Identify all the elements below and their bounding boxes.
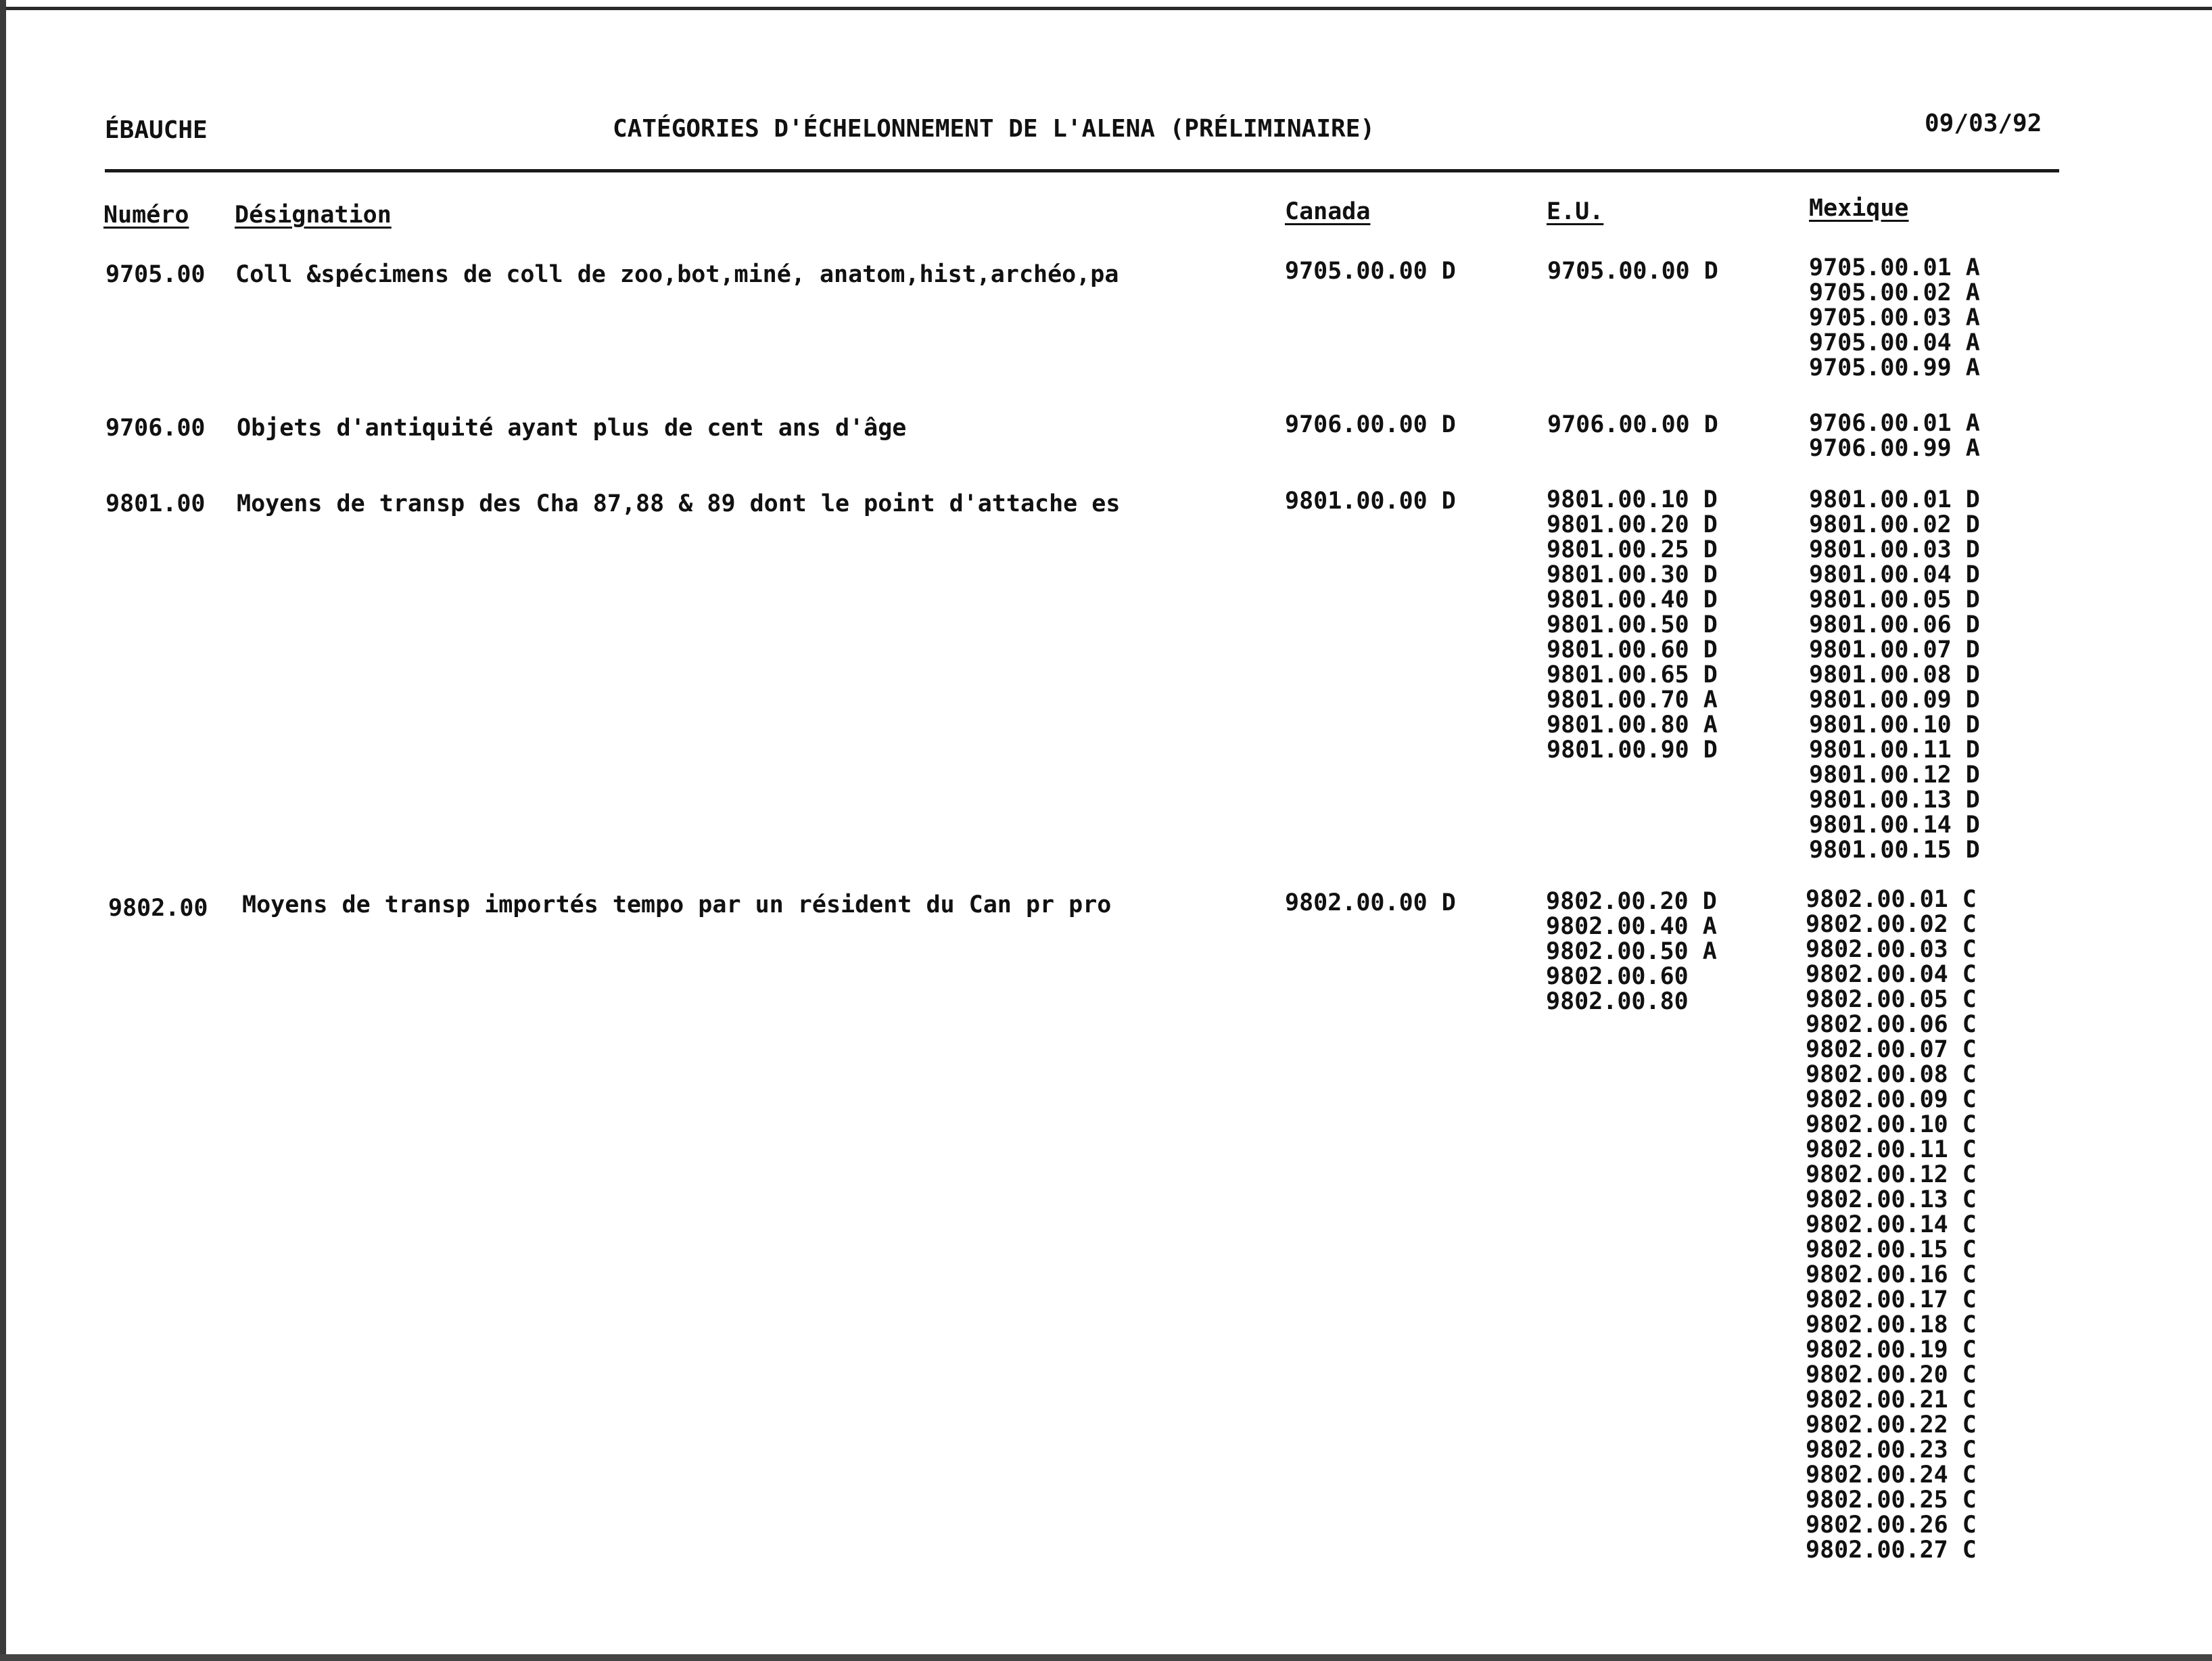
mexico-code: 9802.00.16 C <box>1806 1261 1977 1288</box>
mexico-code: 9802.00.17 C <box>1806 1286 1977 1313</box>
mexico-code: 9802.00.12 C <box>1806 1161 1977 1188</box>
mexico-code: 9801.00.05 D <box>1809 586 1980 613</box>
header-rule <box>105 169 2059 172</box>
mexico-code: 9801.00.15 D <box>1809 837 1980 864</box>
us-code: 9801.00.40 D <box>1547 586 1718 613</box>
mexico-code: 9801.00.06 D <box>1809 611 1980 638</box>
mexico-code: 9802.00.20 C <box>1806 1361 1977 1388</box>
page-bottom-edge <box>0 1654 2212 1661</box>
mexico-code: 9705.00.03 A <box>1809 304 1980 331</box>
mexico-code: 9706.00.99 A <box>1809 435 1980 462</box>
mexico-code: 9802.00.25 C <box>1806 1487 1977 1514</box>
us-code: 9802.00.20 D <box>1546 888 1717 915</box>
us-code: 9801.00.65 D <box>1547 661 1718 688</box>
column-header-canada: Canada <box>1285 198 1371 225</box>
mexico-code: 9802.00.27 C <box>1806 1537 1977 1564</box>
us-code: 9802.00.40 A <box>1546 913 1717 940</box>
mexico-code: 9801.00.03 D <box>1809 536 1980 563</box>
mexico-code: 9802.00.03 C <box>1806 936 1977 963</box>
table-row-number: 9705.00 <box>105 261 206 288</box>
mexico-code: 9801.00.01 D <box>1809 486 1980 513</box>
mexico-code-list <box>1809 256 1980 381</box>
us-code: 9801.00.60 D <box>1547 636 1718 663</box>
table-row-designation: Moyens de transp des Cha 87,88 & 89 dont le point d'attache es <box>237 490 1121 517</box>
us-code-list <box>1547 259 1718 284</box>
mexico-code: 9802.00.02 C <box>1806 911 1977 938</box>
mexico-code: 9705.00.99 A <box>1809 354 1980 381</box>
mexico-code: 9801.00.09 D <box>1809 686 1980 713</box>
us-code: 9801.00.10 D <box>1547 486 1718 513</box>
mexico-code: 9802.00.06 C <box>1806 1011 1977 1038</box>
mexico-code: 9801.00.14 D <box>1809 812 1980 839</box>
mexico-code: 9801.00.11 D <box>1809 736 1980 764</box>
mexico-code: 9801.00.13 D <box>1809 787 1980 814</box>
mexico-code-list <box>1809 488 1980 863</box>
mexico-code: 9802.00.07 C <box>1806 1036 1977 1063</box>
mexico-code: 9802.00.10 C <box>1806 1111 1977 1138</box>
table-row-number: 9706.00 <box>105 415 206 442</box>
mexico-code-list <box>1806 887 1977 1563</box>
us-code: 9802.00.50 A <box>1546 938 1717 965</box>
mexico-code: 9802.00.14 C <box>1806 1211 1977 1238</box>
us-code: 9801.00.30 D <box>1547 561 1718 588</box>
table-row-canada-code: 9802.00.00 D <box>1285 889 1456 916</box>
page-top-edge <box>0 0 2212 19</box>
us-code: 9802.00.80 <box>1546 988 1689 1015</box>
mexico-code: 9801.00.08 D <box>1809 661 1980 688</box>
mexico-code-list <box>1809 411 1980 461</box>
draft-label: ÉBAUCHE <box>105 116 208 144</box>
mexico-code: 9802.00.11 C <box>1806 1136 1977 1163</box>
column-header-designation: Désignation <box>235 202 392 229</box>
mexico-code: 9705.00.02 A <box>1809 279 1980 306</box>
mexico-code: 9801.00.02 D <box>1809 511 1980 538</box>
mexico-code: 9802.00.13 C <box>1806 1186 1977 1213</box>
us-code-list <box>1546 889 1717 1014</box>
table-row-canada-code: 9705.00.00 D <box>1285 258 1456 285</box>
mexico-code: 9802.00.24 C <box>1806 1461 1977 1489</box>
mexico-code: 9705.00.01 A <box>1809 254 1980 281</box>
table-row-designation: Moyens de transp importés tempo par un résident du Can pr pro <box>242 891 1112 918</box>
us-code: 9801.00.90 D <box>1547 736 1718 764</box>
us-code: 9801.00.70 A <box>1547 686 1718 713</box>
table-row-canada-code: 9706.00.00 D <box>1285 411 1456 438</box>
mexico-code: 9801.00.12 D <box>1809 762 1980 789</box>
mexico-code: 9802.00.09 C <box>1806 1086 1977 1113</box>
us-code: 9801.00.20 D <box>1547 511 1718 538</box>
mexico-code: 9706.00.01 A <box>1809 410 1980 437</box>
mexico-code: 9802.00.05 C <box>1806 986 1977 1013</box>
us-code: 9802.00.60 <box>1546 963 1689 990</box>
mexico-code: 9802.00.18 C <box>1806 1311 1977 1338</box>
mexico-code: 9802.00.08 C <box>1806 1061 1977 1088</box>
us-code: 9801.00.50 D <box>1547 611 1718 638</box>
mexico-code: 9801.00.04 D <box>1809 561 1980 588</box>
mexico-code: 9802.00.22 C <box>1806 1411 1977 1438</box>
us-code: 9706.00.00 D <box>1547 411 1718 438</box>
us-code: 9801.00.80 A <box>1547 711 1718 739</box>
mexico-code: 9802.00.26 C <box>1806 1512 1977 1539</box>
column-header-us: E.U. <box>1547 198 1604 225</box>
column-header-mexico: Mexique <box>1809 195 1909 222</box>
us-code-list <box>1547 488 1718 763</box>
mexico-code: 9802.00.21 C <box>1806 1386 1977 1413</box>
mexico-code: 9802.00.01 C <box>1806 886 1977 913</box>
mexico-code: 9802.00.15 C <box>1806 1236 1977 1263</box>
document-date: 09/03/92 <box>1925 110 2042 137</box>
us-code-list <box>1547 413 1718 438</box>
column-header-number: Numéro <box>103 202 189 229</box>
mexico-code: 9801.00.10 D <box>1809 711 1980 739</box>
mexico-code: 9802.00.19 C <box>1806 1336 1977 1363</box>
document-title: CATÉGORIES D'ÉCHELONNEMENT DE L'ALENA (PRÉLIMINAIRE) <box>613 115 1375 143</box>
mexico-code: 9705.00.04 A <box>1809 329 1980 356</box>
us-code: 9705.00.00 D <box>1547 258 1718 285</box>
mexico-code: 9801.00.07 D <box>1809 636 1980 663</box>
table-row-designation: Coll &spécimens de coll de zoo,bot,miné, anatom,hist,archéo,pa <box>235 261 1119 288</box>
us-code: 9801.00.25 D <box>1547 536 1718 563</box>
page-left-edge <box>0 0 6 1661</box>
table-row-designation: Objets d'antiquité ayant plus de cent ans d'âge <box>237 415 907 442</box>
mexico-code: 9802.00.04 C <box>1806 961 1977 988</box>
table-row-number: 9801.00 <box>105 490 206 517</box>
mexico-code: 9802.00.23 C <box>1806 1436 1977 1464</box>
table-row-canada-code: 9801.00.00 D <box>1285 488 1456 515</box>
table-row-number: 9802.00 <box>108 895 208 922</box>
